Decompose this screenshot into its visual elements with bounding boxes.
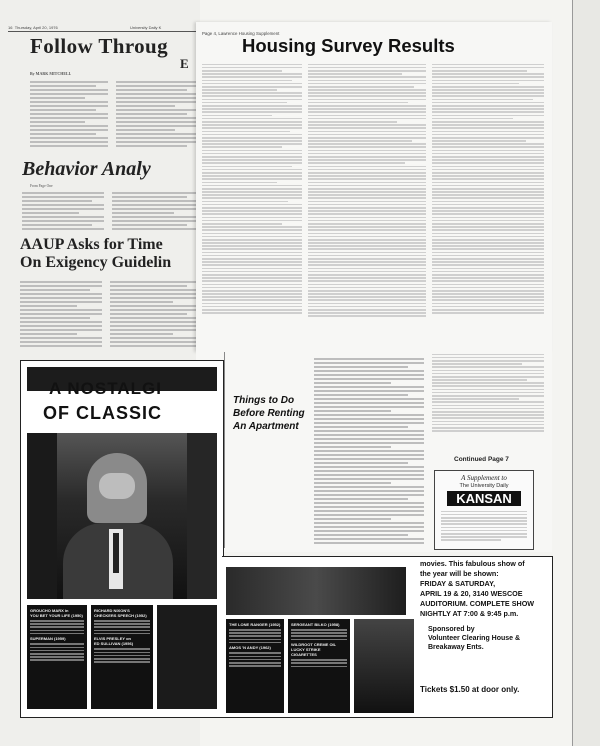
- rule: [8, 31, 198, 32]
- nostalgia-ad: [20, 360, 224, 718]
- byline: By MARK MITCHELL: [30, 72, 72, 76]
- article-aaup-text: [20, 279, 200, 353]
- kansan-masthead: KANSAN: [447, 491, 521, 506]
- ad-photo-box: [354, 619, 414, 713]
- film-box-1: GROUCHO MARX in YOU BET YOUR LIFE (1950) SUPERMAN (1959): [27, 605, 87, 709]
- ad-photo-strip: [226, 567, 406, 615]
- housing-list-col-3-cont: [432, 352, 544, 452]
- ad-promo-text: movies. This fabulous show of the year will be shown: FRIDAY & SATURDAY, APRIL 19 & 20, 3140 WESCOE AUDITORIUM. COMPLETE SHOW NIGHTLY AT 7:00 & 9:45 p.m.: [420, 559, 535, 618]
- left-paper-name: University Daily K: [130, 25, 162, 30]
- page-edge-right: [572, 0, 600, 746]
- housing-list-col-3: [432, 62, 544, 347]
- ad-tickets: Tickets $1.50 at door only.: [420, 685, 520, 694]
- film-box-3: THE LONE RANGER (1952) AMOS 'N ANDY (1962): [226, 619, 284, 713]
- article-follow-text: [30, 79, 200, 159]
- film-box-2: RICHARD NIXON'S CHECKERS SPEECH (1952) ELVIS PRESLEY on ED SULLIVAN (1956): [91, 605, 153, 709]
- right-page: [196, 22, 552, 352]
- housing-headline: Housing Survey Results: [242, 35, 455, 56]
- headline-aaup: AAUP Asks for Time On Exigency Guidelin: [20, 236, 172, 271]
- ad-headline-2: OF CLASSIC: [43, 403, 163, 423]
- ad-right-section: [222, 556, 553, 718]
- things-to-do-title: Things to Do Before Renting An Apartment: [233, 395, 305, 432]
- from-page: From Page One: [30, 184, 53, 188]
- ad-headline-1: A NOSTALGI: [49, 379, 162, 398]
- headline-behavior: Behavior Analy: [22, 158, 151, 180]
- supplement-line1: A Supplement to: [461, 474, 507, 482]
- supplement-line2: The University Daily: [459, 483, 509, 489]
- renting-checklist: [314, 356, 424, 546]
- supplement-box: [434, 470, 534, 550]
- ad-sponsor: Sponsored by Volunteer Clearing House & Breakaway Ents.: [428, 626, 521, 651]
- film-box-4: SERGEANT BILKO (1958) WILDROOT CREME OIL LUCKY STRIKE CIGARETTES: [288, 619, 350, 713]
- right-folio: Page 4, Lawrence Housing Supplement: [202, 31, 280, 36]
- ad-photo-collage: [27, 433, 217, 599]
- headline-follow: Follow Throug: [30, 34, 169, 58]
- housing-list-col-2: [308, 62, 426, 347]
- housing-lower-section: [196, 352, 552, 552]
- housing-list-col-1: [202, 62, 302, 347]
- headline-follow-tail: E: [180, 56, 189, 71]
- things-to-do-box: [224, 352, 309, 548]
- article-behavior-text: [22, 190, 200, 234]
- continued-label: Continued Page 7: [454, 456, 509, 463]
- film-box-3-left: [157, 605, 217, 709]
- left-folio: 16 Thursday, April 20, 1976: [8, 25, 58, 30]
